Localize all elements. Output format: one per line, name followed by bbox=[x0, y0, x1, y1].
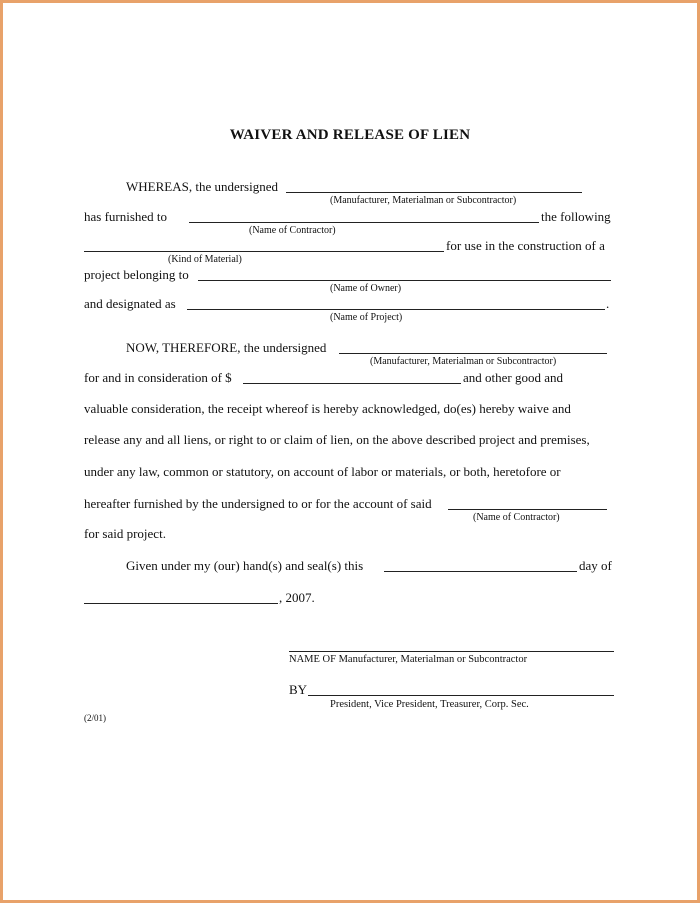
name-caption: NAME OF Manufacturer, Materialman or Subcontractor bbox=[289, 654, 528, 665]
day-of-text: day of bbox=[579, 558, 612, 573]
period-text: . bbox=[606, 296, 610, 311]
material-line[interactable] bbox=[84, 251, 444, 252]
body-line-6: hereafter furnished by the undersigned to or for the account of said bbox=[84, 496, 432, 511]
manufacturer-line-2[interactable] bbox=[339, 353, 607, 354]
manufacturer-line[interactable] bbox=[286, 192, 582, 193]
manufacturer-caption: (Manufacturer, Materialman or Subcontractor) bbox=[330, 195, 517, 206]
day-line[interactable] bbox=[384, 571, 577, 572]
body-line-4: release any and all liens, or right to or claim of lien, on the above described project and premises, bbox=[84, 432, 590, 447]
signature-name-line[interactable] bbox=[289, 651, 614, 652]
body-line-3: valuable consideration, the receipt whereof is hereby acknowledged, do(es) hereby waive and bbox=[84, 401, 571, 416]
document-title: WAIVER AND RELEASE OF LIEN bbox=[229, 127, 471, 143]
by-label: BY bbox=[289, 682, 308, 697]
for-use-text: for use in the construction of a bbox=[446, 238, 605, 253]
now-therefore-text: NOW, THEREFORE, the undersigned bbox=[126, 340, 327, 355]
amount-line[interactable] bbox=[243, 383, 461, 384]
officer-caption: President, Vice President, Treasurer, Corp. Sec. bbox=[330, 699, 529, 710]
project-caption: (Name of Project) bbox=[330, 312, 403, 323]
year-text: , 2007. bbox=[279, 590, 315, 605]
has-furnished-text: has furnished to bbox=[84, 209, 168, 224]
designated-as-text: and designated as bbox=[84, 296, 176, 311]
officer-signature-line[interactable] bbox=[308, 695, 614, 696]
other-good-text: and other good and bbox=[463, 370, 564, 385]
body-line-5: under any law, common or statutory, on account of labor or materials, or both, heretofore or bbox=[84, 464, 561, 479]
material-caption: (Kind of Material) bbox=[168, 254, 242, 265]
contractor-line[interactable] bbox=[189, 222, 539, 223]
project-belonging-text: project belonging to bbox=[84, 267, 189, 282]
form-code: (2/01) bbox=[84, 713, 106, 723]
whereas-text: WHEREAS, the undersigned bbox=[126, 179, 279, 194]
contractor-caption: (Name of Contractor) bbox=[249, 225, 336, 236]
for-said-project-text: for said project. bbox=[84, 526, 166, 541]
project-line[interactable] bbox=[187, 309, 605, 310]
contractor-line-2[interactable] bbox=[448, 509, 607, 510]
contractor-caption-2: (Name of Contractor) bbox=[473, 512, 560, 523]
given-under-text: Given under my (our) hand(s) and seal(s) this bbox=[126, 558, 364, 573]
manufacturer-caption-2: (Manufacturer, Materialman or Subcontractor) bbox=[370, 356, 557, 367]
owner-caption: (Name of Owner) bbox=[330, 283, 402, 294]
the-following-text: the following bbox=[541, 209, 611, 224]
month-line[interactable] bbox=[84, 603, 278, 604]
owner-line[interactable] bbox=[198, 280, 611, 281]
consideration-text: for and in consideration of $ bbox=[84, 370, 232, 385]
